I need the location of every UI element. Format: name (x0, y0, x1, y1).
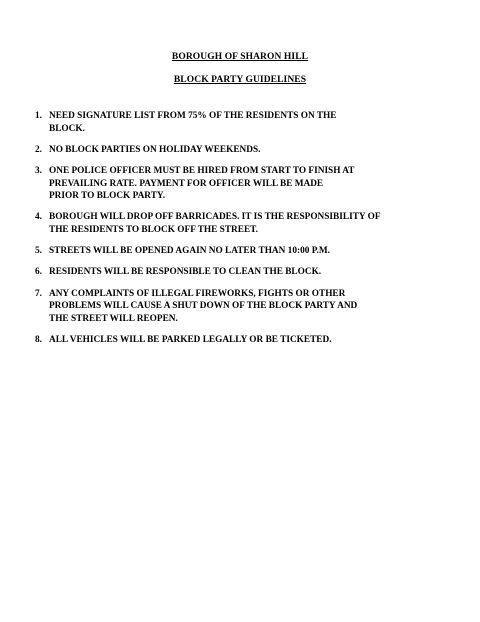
guideline-item-6 (35, 266, 455, 279)
item-text: THE RESIDENTS TO BLOCK OFF THE STREET. (49, 224, 258, 235)
guideline-item-7 (35, 288, 455, 326)
document-subtitle: BLOCK PARTY GUIDELINES (173, 75, 307, 85)
item-text: THE STREET WILL REOPEN. (49, 313, 178, 324)
item-text: NO BLOCK PARTIES ON HOLIDAY WEEKENDS. (49, 144, 261, 155)
guideline-item-8 (35, 334, 455, 347)
item-text: RESIDENTS WILL BE RESPONSIBLE TO CLEAN THE BLOCK. (49, 267, 322, 278)
item-number: 1. (35, 111, 42, 121)
item-text: ONE POLICE OFFICER MUST BE HIRED FROM START TO FINISH AT (49, 165, 355, 176)
item-number: 6. (35, 267, 42, 278)
item-number: 2. (35, 144, 42, 155)
item-number: 5. (35, 246, 42, 257)
item-number: 7. (35, 288, 42, 299)
item-text: PROBLEMS WILL CAUSE A SHUT DOWN OF THE BLOCK PARTY AND (49, 301, 358, 312)
guideline-item-4 (35, 211, 455, 236)
item-text: STREETS WILL BE OPENED AGAIN NO LATER THAN 10:00 P.M. (49, 246, 330, 257)
item-text: PRIOR TO BLOCK PARTY. (49, 191, 166, 202)
item-text: ANY COMPLAINTS OF ILLEGAL FIREWORKS, FIGHTS OR OTHER (49, 288, 346, 299)
item-number: 3. (35, 165, 42, 176)
item-number: 8. (35, 334, 42, 345)
item-text: BOROUGH WILL DROP OFF BARRICADES. IT IS THE RESPONSIBILITY OF (49, 212, 381, 223)
guideline-item-2 (35, 144, 455, 157)
item-text: NEED SIGNATURE LIST FROM 75% OF THE RESIDENTS ON THE (49, 111, 337, 121)
item-text: PREVAILING RATE. PAYMENT FOR OFFICER WILL BE MADE (49, 178, 324, 189)
item-text: BLOCK. (49, 123, 85, 134)
guidelines-list (35, 110, 455, 355)
item-text: ALL VEHICLES WILL BE PARKED LEGALLY OR BE TICKETED. (49, 334, 332, 345)
guideline-item-3 (35, 165, 455, 203)
document-title: BOROUGH OF SHARON HILL (171, 52, 309, 62)
guideline-item-1 (35, 110, 455, 135)
item-number: 4. (35, 212, 42, 223)
guideline-item-5 (35, 245, 455, 258)
